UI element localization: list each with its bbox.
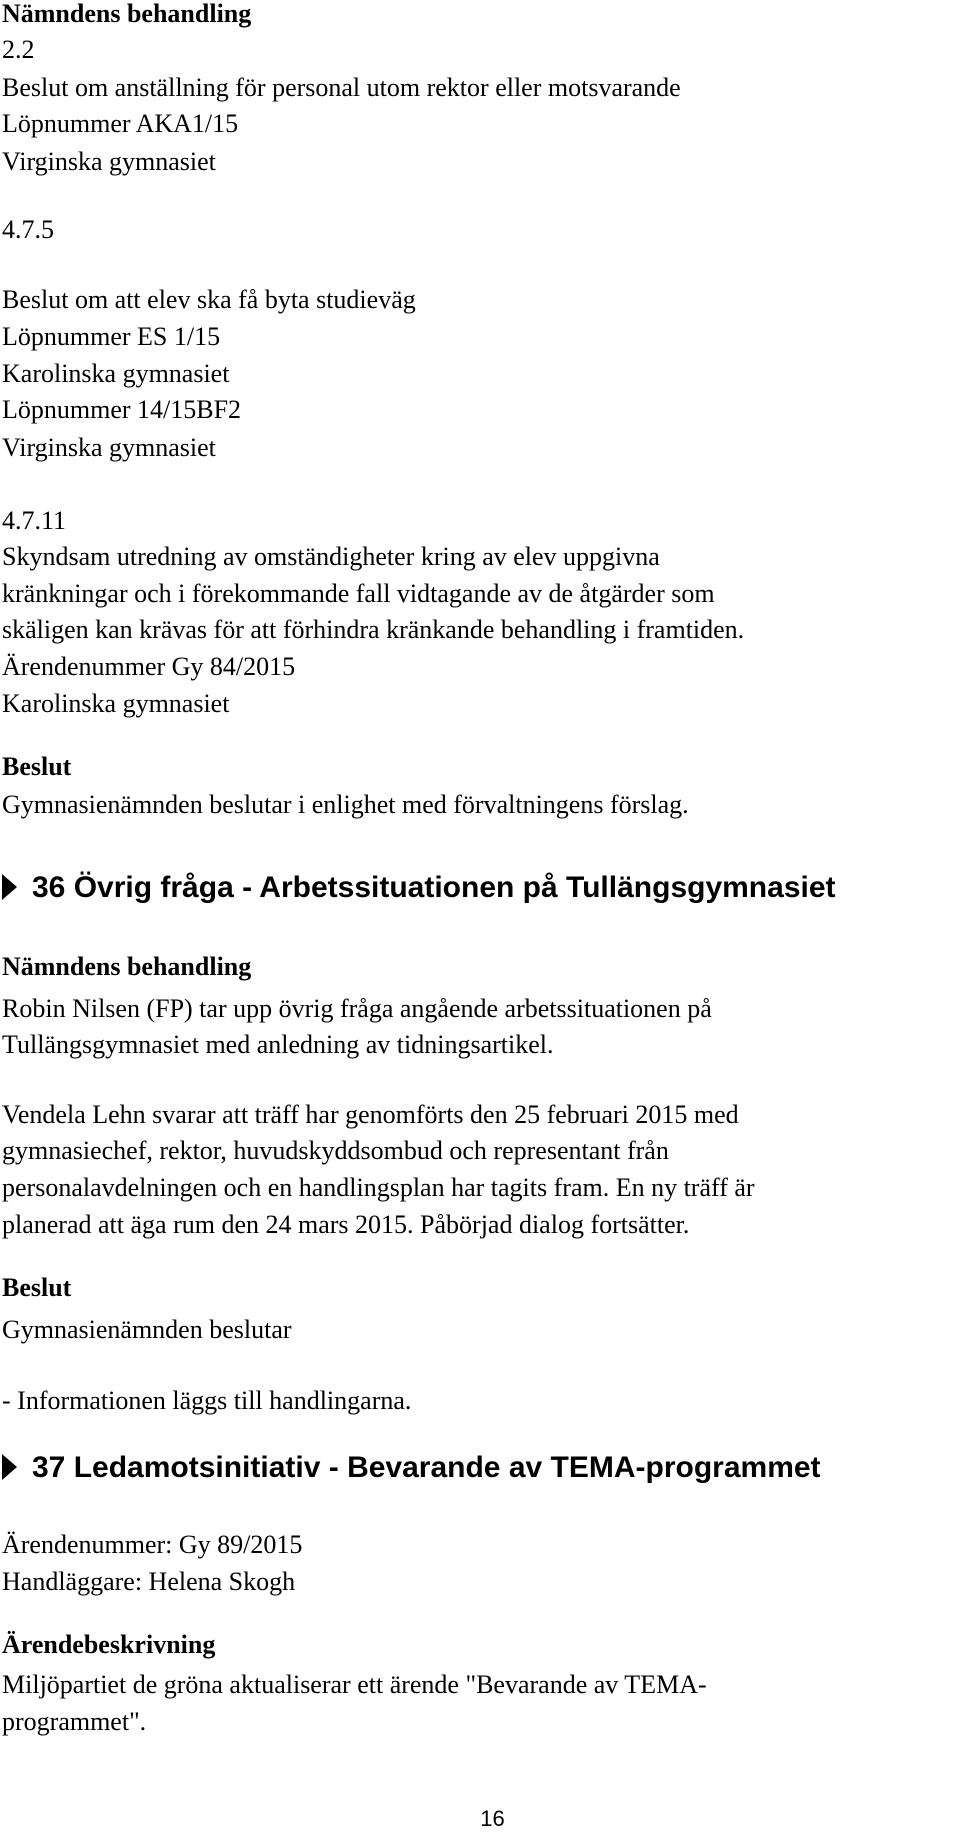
item-school: Virginska gymnasiet — [2, 433, 216, 462]
paragraph-line: planerad att äga rum den 24 mars 2015. Påbörjad dialog fortsätter. — [2, 1210, 690, 1239]
item-number: 4.7.11 — [2, 506, 67, 535]
paragraph-line: gymnasiechef, rektor, huvudskyddsombud och representant från — [2, 1136, 669, 1165]
description-line: Miljöpartiet de gröna aktualiserar ett ärende "Bevarande av TEMA- — [2, 1670, 707, 1699]
heading-namndens-behandling: Nämndens behandling — [2, 952, 252, 981]
decision-label: Beslut — [2, 1273, 72, 1302]
paragraph-line: Tullängsgymnasiet med anledning av tidningsartikel. — [2, 1030, 554, 1059]
item-text-line: skäligen kan krävas för att förhindra kränkande behandling i framtiden. — [2, 615, 745, 644]
description-label: Ärendebeskrivning — [2, 1630, 216, 1659]
case-officer: Handläggare: Helena Skogh — [2, 1567, 296, 1596]
decision-text: Gymnasienämnden beslutar i enlighet med förvaltningens förslag. — [2, 790, 689, 819]
item-reference: Löpnummer 14/15BF2 — [2, 395, 242, 424]
section-marker-icon — [2, 871, 17, 897]
item-school: Karolinska gymnasiet — [2, 689, 230, 718]
item-text-line: Skyndsam utredning av omständigheter kring av elev uppgivna — [2, 542, 660, 571]
item-school: Karolinska gymnasiet — [2, 359, 230, 388]
decision-label: Beslut — [2, 752, 72, 781]
section-36-title: 36 Övrig fråga - Arbetssituationen på Tullängsgymnasiet — [2, 868, 836, 908]
item-text-line: kränkningar och i förekommande fall vidtagande av de åtgärder som — [2, 579, 715, 608]
paragraph-line: Robin Nilsen (FP) tar upp övrig fråga angående arbetssituationen på — [2, 994, 712, 1023]
section-37-title: 37 Ledamotsinitiativ - Bevarande av TEMA-programmet — [2, 1448, 821, 1488]
item-reference: Ärendenummer Gy 84/2015 — [2, 652, 296, 681]
case-number: Ärendenummer: Gy 89/2015 — [2, 1530, 303, 1559]
item-title: Beslut om att elev ska få byta studieväg — [2, 285, 416, 314]
paragraph-line: personalavdelningen och en handlingsplan har tagits fram. En ny träff är — [2, 1173, 755, 1202]
decision-text: Gymnasienämnden beslutar — [2, 1315, 292, 1344]
section-marker-icon — [2, 1451, 17, 1477]
item-reference: Löpnummer AKA1/15 — [2, 109, 239, 138]
decision-item: - Informationen läggs till handlingarna. — [2, 1386, 412, 1415]
heading-namndens-behandling: Nämndens behandling — [2, 0, 252, 28]
page-number: 16 — [480, 1806, 505, 1831]
item-school: Virginska gymnasiet — [2, 147, 216, 176]
item-number: 4.7.5 — [2, 215, 54, 244]
item-number: 2.2 — [2, 35, 35, 64]
description-line: programmet". — [2, 1707, 147, 1736]
item-title: Beslut om anställning för personal utom rektor eller motsvarande — [2, 73, 681, 102]
paragraph-line: Vendela Lehn svarar att träff har genomförts den 25 februari 2015 med — [2, 1100, 739, 1129]
item-reference: Löpnummer ES 1/15 — [2, 322, 221, 351]
